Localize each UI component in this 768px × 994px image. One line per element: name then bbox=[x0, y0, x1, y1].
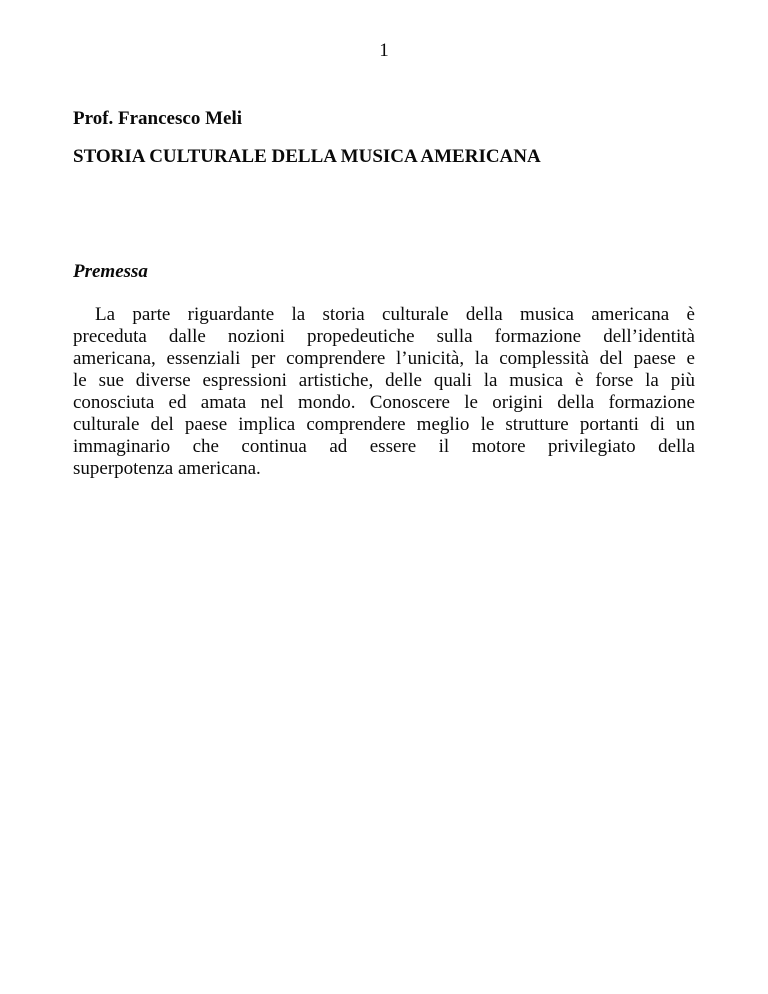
paragraph-line: conosciuta ed amata nel mondo. Conoscere le origini della formazione bbox=[73, 392, 695, 413]
paragraph-line: preceduta dalle nozioni propedeutiche sulla formazione dell’identità bbox=[73, 326, 695, 347]
document-title: STORIA CULTURALE DELLA MUSICA AMERICANA bbox=[73, 146, 541, 167]
paragraph-line: culturale del paese implica comprendere meglio le strutture portanti di un bbox=[73, 414, 695, 435]
page-number: 1 bbox=[379, 40, 389, 61]
paragraph-line: le sue diverse espressioni artistiche, delle quali la musica è forse la più bbox=[73, 370, 695, 391]
section-heading-premessa: Premessa bbox=[73, 261, 148, 282]
paragraph-line: superpotenza americana. bbox=[73, 458, 261, 479]
paragraph-line: americana, essenziali per comprendere l’unicità, la complessità del paese e bbox=[73, 348, 695, 369]
paragraph-line: immaginario che continua ad essere il motore privilegiato della bbox=[73, 436, 695, 457]
body-paragraph bbox=[73, 304, 695, 480]
paragraph-line: La parte riguardante la storia culturale della musica americana è bbox=[95, 304, 695, 325]
author-line: Prof. Francesco Meli bbox=[73, 108, 242, 129]
